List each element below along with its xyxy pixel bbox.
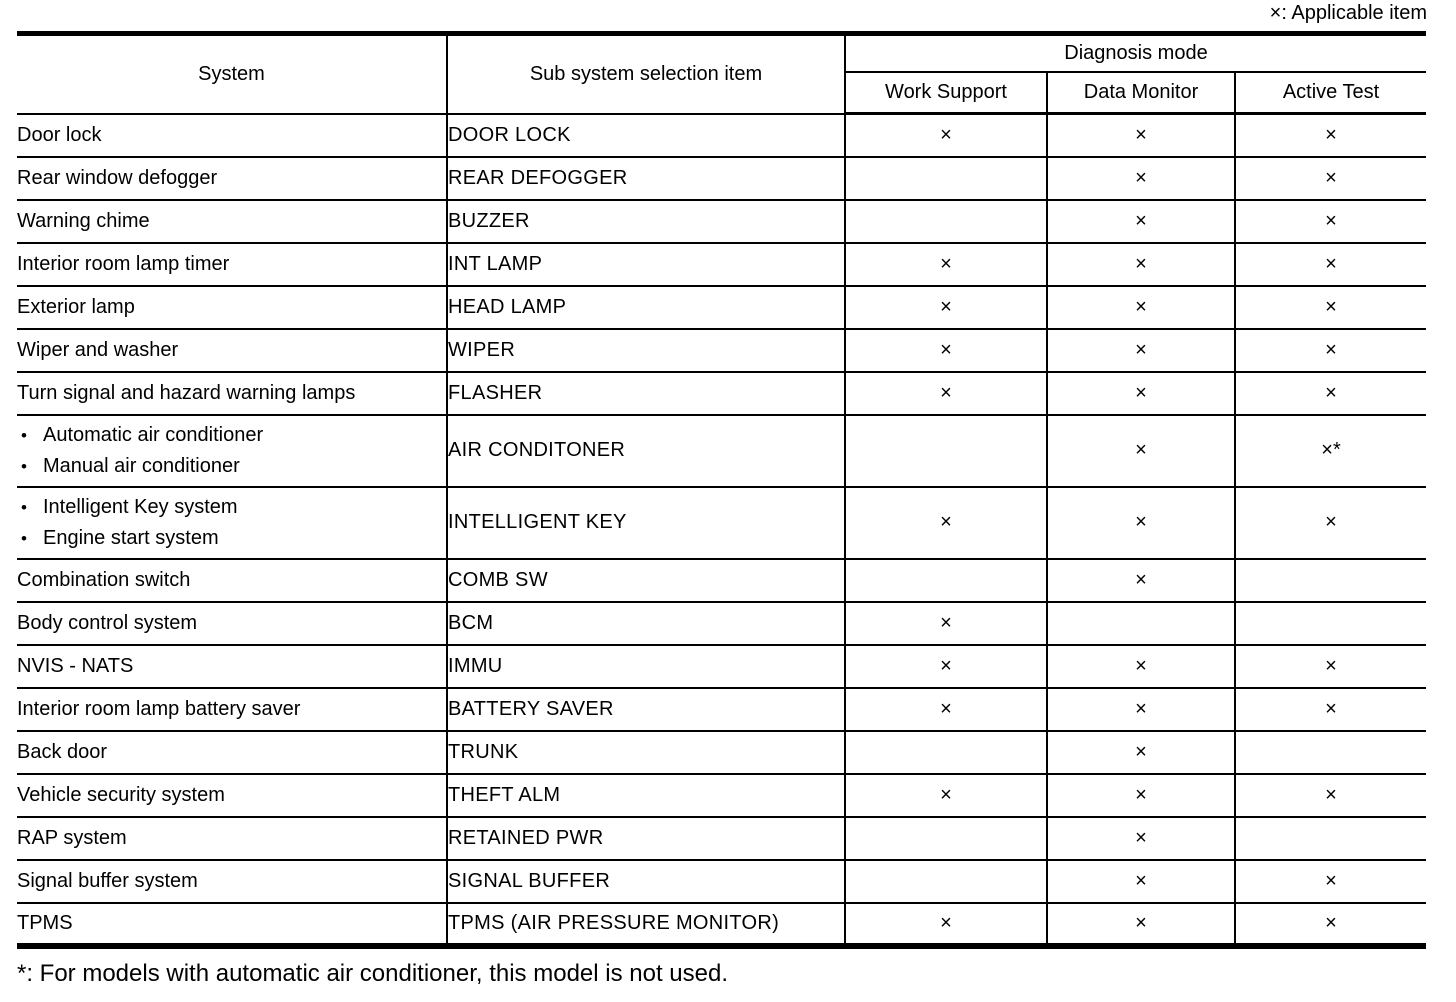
system-cell: Wiper and washer [17,329,447,372]
data-monitor-mark-cell: × [1047,243,1235,286]
diagnosis-mode-table [17,31,1426,949]
system-cell: Vehicle security system [17,774,447,817]
active-test-mark-cell: × [1235,903,1426,946]
system-cell: NVIS - NATS [17,645,447,688]
data-monitor-mark-cell: × [1047,860,1235,903]
sub-item-cell: RETAINED PWR [447,817,845,860]
sub-item-cell: FLASHER [447,372,845,415]
table-row [17,372,1426,415]
sub-item-cell: WIPER [447,329,845,372]
sub-item-cell: REAR DEFOGGER [447,157,845,200]
active-test-mark-cell [1235,817,1426,860]
system-cell: Exterior lamp [17,286,447,329]
data-monitor-column-header: Data Monitor [1047,72,1235,114]
table-row [17,487,1426,559]
active-test-mark-cell [1235,731,1426,774]
system-bullet-line [17,523,446,554]
system-cell [17,415,447,487]
system-cell: Back door [17,731,447,774]
active-test-mark-cell: × [1235,688,1426,731]
active-test-mark-cell: × [1235,487,1426,559]
sub-item-cell: HEAD LAMP [447,286,845,329]
work-support-mark-cell [845,157,1047,200]
table-row [17,903,1426,946]
table-row [17,731,1426,774]
data-monitor-mark-cell: × [1047,817,1235,860]
sub-item-cell: COMB SW [447,559,845,602]
table-row [17,200,1426,243]
active-test-mark-cell: × [1235,774,1426,817]
header-row-top [17,34,1426,72]
active-test-mark-cell: × [1235,286,1426,329]
work-support-mark-cell: × [845,329,1047,372]
system-cell: Rear window defogger [17,157,447,200]
bullet-icon: • [21,456,27,476]
active-test-mark-cell: × [1235,114,1426,157]
system-cell: Interior room lamp battery saver [17,688,447,731]
bullet-icon: • [21,497,27,517]
active-test-mark-cell: × [1235,372,1426,415]
sub-item-cell: BATTERY SAVER [447,688,845,731]
work-support-mark-cell [845,415,1047,487]
system-label: Manual air conditioner [43,454,240,477]
system-cell: Combination switch [17,559,447,602]
data-monitor-mark-cell: × [1047,903,1235,946]
sub-item-cell: IMMU [447,645,845,688]
data-monitor-mark-cell [1047,602,1235,645]
data-monitor-mark-cell: × [1047,329,1235,372]
table-row [17,157,1426,200]
bullet-icon: • [21,528,27,548]
work-support-mark-cell: × [845,903,1047,946]
data-monitor-mark-cell: × [1047,731,1235,774]
sub-item-cell: BCM [447,602,845,645]
table-body [17,114,1426,946]
data-monitor-mark-cell: × [1047,645,1235,688]
table-row [17,114,1426,157]
active-test-mark-cell [1235,602,1426,645]
system-cell: Signal buffer system [17,860,447,903]
work-support-mark-cell [845,817,1047,860]
active-test-mark-cell: × [1235,157,1426,200]
system-bullet-line [17,420,446,451]
work-support-mark-cell: × [845,688,1047,731]
sub-item-cell: BUZZER [447,200,845,243]
work-support-mark-cell: × [845,487,1047,559]
sub-system-column-header: Sub system selection item [447,34,845,114]
data-monitor-mark-cell: × [1047,688,1235,731]
data-monitor-mark-cell: × [1047,286,1235,329]
sub-item-cell: DOOR LOCK [447,114,845,157]
table-row [17,645,1426,688]
system-column-header: System [17,34,447,114]
data-monitor-mark-cell: × [1047,200,1235,243]
work-support-mark-cell: × [845,372,1047,415]
sub-item-cell: SIGNAL BUFFER [447,860,845,903]
active-test-mark-cell: × [1235,200,1426,243]
bullet-icon: • [21,425,27,445]
system-cell [17,487,447,559]
work-support-mark-cell: × [845,286,1047,329]
table-row [17,860,1426,903]
sub-item-cell: THEFT ALM [447,774,845,817]
footnote: *: For models with automatic air conditioner, this model is not used. [17,960,728,987]
system-bullet-line [17,451,446,482]
system-cell: Warning chime [17,200,447,243]
applicable-item-legend: ×: Applicable item [1269,2,1427,24]
work-support-mark-cell: × [845,602,1047,645]
system-cell: Interior room lamp timer [17,243,447,286]
system-bullet-line [17,492,446,523]
table-row [17,774,1426,817]
active-test-mark-cell: × [1235,243,1426,286]
data-monitor-mark-cell: × [1047,415,1235,487]
table-row [17,817,1426,860]
active-test-mark-cell: × [1235,329,1426,372]
system-cell: Body control system [17,602,447,645]
active-test-mark-cell: × [1235,860,1426,903]
diagnosis-mode-header: Diagnosis mode [845,34,1426,72]
table-row [17,286,1426,329]
data-monitor-mark-cell: × [1047,559,1235,602]
work-support-mark-cell: × [845,645,1047,688]
work-support-mark-cell [845,559,1047,602]
sub-item-cell: INT LAMP [447,243,845,286]
data-monitor-mark-cell: × [1047,157,1235,200]
sub-item-cell: INTELLIGENT KEY [447,487,845,559]
sub-item-cell: TRUNK [447,731,845,774]
data-monitor-mark-cell: × [1047,774,1235,817]
work-support-mark-cell [845,200,1047,243]
sub-item-cell: TPMS (AIR PRESSURE MONITOR) [447,903,845,946]
data-monitor-mark-cell: × [1047,487,1235,559]
active-test-mark-cell [1235,559,1426,602]
system-cell: TPMS [17,903,447,946]
table-row [17,243,1426,286]
work-support-mark-cell: × [845,243,1047,286]
active-test-mark-cell: ×* [1235,415,1426,487]
table-row [17,559,1426,602]
data-monitor-mark-cell: × [1047,114,1235,157]
system-cell: Door lock [17,114,447,157]
system-cell: Turn signal and hazard warning lamps [17,372,447,415]
sub-item-cell: AIR CONDITONER [447,415,845,487]
table-header [17,34,1426,114]
system-label: Engine start system [43,526,219,549]
work-support-mark-cell [845,731,1047,774]
work-support-mark-cell: × [845,774,1047,817]
system-cell: RAP system [17,817,447,860]
table-row [17,415,1426,487]
active-test-mark-cell: × [1235,645,1426,688]
active-test-column-header: Active Test [1235,72,1426,114]
system-label: Intelligent Key system [43,495,238,518]
table-row [17,602,1426,645]
work-support-column-header: Work Support [845,72,1047,114]
data-monitor-mark-cell: × [1047,372,1235,415]
work-support-mark-cell [845,860,1047,903]
system-label: Automatic air conditioner [43,423,264,446]
table-row [17,329,1426,372]
work-support-mark-cell: × [845,114,1047,157]
table-row [17,688,1426,731]
